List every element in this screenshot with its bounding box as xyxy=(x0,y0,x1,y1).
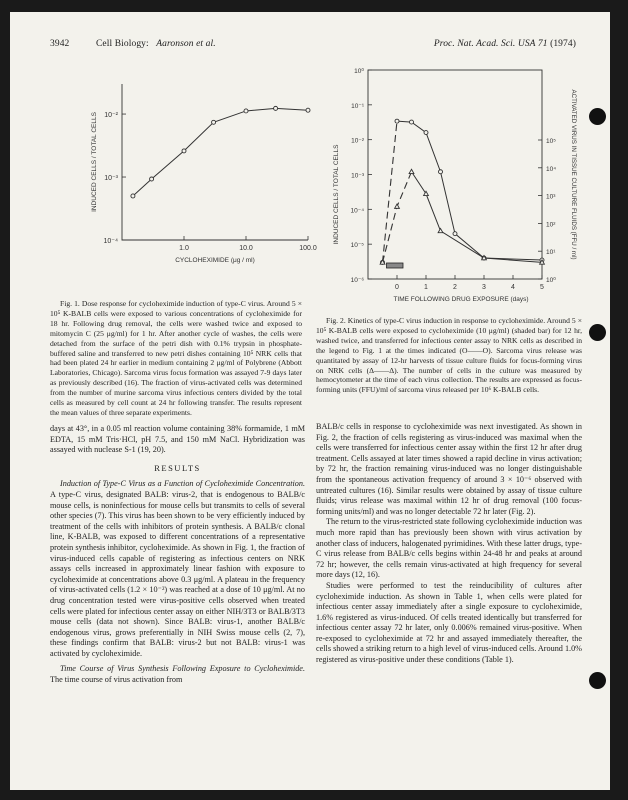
figure-1-chart xyxy=(70,74,320,296)
running-head xyxy=(96,39,216,49)
y-axis-label: INDUCED CELLS / TOTAL CELLS xyxy=(333,144,340,245)
punch-hole xyxy=(589,672,606,689)
data-point xyxy=(150,177,154,181)
x-tick-label: 1.0 xyxy=(179,245,189,252)
series-line xyxy=(397,121,542,260)
section-text: The time course of virus activation from xyxy=(50,675,183,685)
data-point xyxy=(453,232,457,236)
right-paragraph-1: BALB/c cells in response to cycloheximide was next investigated. As shown in Fig. 2, the fraction of cells registering as virus-induced was maximal when the cells were transferred for infectious center assay within the first 12 hr after drug treatment. Cells assayed at later times showed a rapid decline in virus activation; by 72 hr, the fraction remaining virus-induced was no longer distinguishable from the spontaneous activation frequency of around 3 × 10⁻⁶ observed with untreated cultures (16). Similar results were obtained by assay of tissue culture fluids; virus release was maximal within 12 hr of drug removal (100 focus-forming units/ml) and was no longer detectable 72 hr later (Fig. 2). xyxy=(316,422,582,516)
caption-label: Fig. 1. xyxy=(60,299,80,308)
data-point xyxy=(395,204,400,208)
x-tick-label: 100.0 xyxy=(299,245,317,252)
x-tick-label: 4 xyxy=(511,284,515,291)
journal-name: Proc. Nat. Acad. Sci. USA 71 xyxy=(433,39,548,49)
x-tick-label: 10.0 xyxy=(239,245,253,252)
x-tick-label: 1 xyxy=(424,284,428,291)
figure-1-caption xyxy=(50,299,302,418)
x-tick-label: 2 xyxy=(453,284,457,291)
results-paragraph-2 xyxy=(50,664,305,685)
drug-exposure-bar xyxy=(387,263,404,268)
caption-label: Fig. 2. xyxy=(326,316,346,325)
y-tick-label: 10⁻³ xyxy=(351,172,364,180)
y-tick-label: 10⁻² xyxy=(351,137,364,145)
data-point xyxy=(306,108,310,112)
figure-2-chart xyxy=(320,56,592,306)
section-title: Time Course of Virus Synthesis Following Exposure to Cycloheximide. xyxy=(60,664,305,674)
y2-tick-label: 10² xyxy=(546,221,556,229)
y2-tick-label: 10⁰ xyxy=(546,277,556,284)
section-text: A type-C virus, designated BALB: virus-2, that is endogenous to BALB/c mouse cells, is noninfectious for mouse cells but transmits to cells of several other species (7). This virus has been shown to be very efficiently induced by treatment of the cells with inhibitors of protein synthesis. A BALB/c clonal line, K-BALB, was exposed to different concentrations of a representative protein synthesis inhibitor, cycloheximide. As shown in Fig. 1, the fraction of virus-induced cells capable of registering as infectious centers on NRK assays cells increased in approximately linear fashion with exposure to cycloheximide at concentrations above 0.3 μg/ml. A plateau in the frequency of virus-activated cells (1.2 × 10⁻²) was reached at a dose of 10 μg/ml. At no drug concentration tested were virus-positive cells observed when treated cells were plated for infectious center assay on either NIH/3T3 or BALB/3T3 mouse cells (data not shown). Since BALB: virus-1, another BALB/c endogenous virus, grows preferentially in NIH Swiss mouse cells (2, 7), these findings confirm that BALB: virus-2 but not BALB: virus-1 was activated by cycloheximide. xyxy=(50,489,305,658)
x-tick-label: 3 xyxy=(482,284,486,291)
y-tick-label: 10⁻² xyxy=(104,112,118,120)
y-tick-label: 10⁻⁵ xyxy=(350,242,364,250)
y2-tick-label: 10¹ xyxy=(546,249,556,257)
right-paragraph-2: The return to the virus-restricted state following cycloheximide induction was much more rapid than has previously been shown with virus activation by another class of inducers, halogenated pyrimidines. With these latter drugs, type-C virus release from BALB/c cells begins within 24-48 hr and peaks at around 72 hr; however, the cells remain virus-activated at high frequency for several more days (12, 16). xyxy=(316,517,582,580)
data-point xyxy=(274,106,278,110)
series-line xyxy=(133,108,308,196)
journal-year: (1974) xyxy=(550,39,576,49)
x-axis-label: TIME FOLLOWING DRUG EXPOSURE (days) xyxy=(393,296,529,303)
y2-tick-label: 10⁴ xyxy=(546,165,557,173)
data-point xyxy=(439,170,443,174)
y-tick-label: 10⁰ xyxy=(354,68,364,75)
data-point xyxy=(244,109,248,113)
journal-section: Cell Biology: xyxy=(96,39,149,49)
data-point xyxy=(212,120,216,124)
section-title: Induction of Type-C Virus as a Function of Cycloheximide Concentration. xyxy=(60,479,305,489)
axis-frame xyxy=(122,84,308,240)
x-tick-label: 5 xyxy=(540,284,544,291)
y-tick-label: 10⁻⁴ xyxy=(103,238,118,245)
authors: Aaronson et al. xyxy=(156,39,216,49)
data-point xyxy=(395,119,399,123)
y-tick-label: 10⁻³ xyxy=(104,175,118,183)
data-point xyxy=(182,149,186,153)
x-tick-label: 0 xyxy=(395,284,399,291)
journal-reference xyxy=(434,39,576,49)
y2-tick-label: 10⁵ xyxy=(546,138,556,145)
data-point xyxy=(410,120,414,124)
page-number: 3942 xyxy=(50,39,70,49)
series-dashed-line xyxy=(383,121,398,262)
data-point xyxy=(380,260,385,264)
axis-frame xyxy=(368,70,542,279)
caption-text: Dose response for cycloheximide induction of type-C virus. Around 5 × 10⁵ K-BALB cells were exposed to various concentrations of cycloheximide for 18 hr. Following drug removal, the cells were washed twice and exposed to mitomycin C (25 μg/ml) for 1 hr. After another cycle of washes, the cells were detached from the surface of the petri dish with 0.1% trypsin in phosphate-buffered saline and transferred to new petri dishes containing 10⁵ NRK cells that had been plated 24 hr earlier in medium containing 2 μg/ml of Polybrene (Abbott Laboratories, Chicago). Sarcoma virus focus formation was assayed 7-9 days later as previously described (16). The fraction of virus-activated cells was determined from the number of murine sarcoma virus infectious centers divided by the total cells as measured by cell count at 24 hr following transfer. The results represent the mean values of three separate experiments. xyxy=(50,299,303,417)
figure-2-caption xyxy=(316,316,582,395)
punch-hole xyxy=(589,324,606,341)
y2-tick-label: 10³ xyxy=(546,193,556,201)
caption-text: Kinetics of type-C virus induction in response to cycloheximide. Around 5 × 10⁵ K-BALB cells were exposed to cycloheximide (10 μg/ml) (shaded bar) for 12 hr, washed twice, and transferred for infectious center assay to NRK cells as described in the legend to Fig. 1 at the times indicated (O——O). Sarcoma virus release was quantitated by assay of 12-hr harvests of tissue culture fluids for focus-forming virus on NRK cells (Δ——Δ). The number of cells in the culture was measured by hemocytometer at the time of each virus collection. The results are expressed as focus-forming units (FFU)/ml of sarcoma virus released per 10⁶ K-BALB cells. xyxy=(316,316,583,395)
left-column xyxy=(50,424,305,686)
x-axis-label: CYCLOHEXIMIDE (μg / ml) xyxy=(175,257,255,264)
y-tick-label: 10⁻⁶ xyxy=(350,277,364,284)
results-heading: RESULTS xyxy=(154,462,201,473)
data-point xyxy=(131,194,135,198)
journal-page xyxy=(10,12,610,790)
y-tick-label: 10⁻¹ xyxy=(351,102,364,110)
data-point xyxy=(438,228,443,232)
right-column xyxy=(316,422,582,666)
right-paragraph-3: Studies were performed to test the reinducibility of cultures after cycloheximide induction. As shown in Table 1, when cells were plated for infectious center assay immediately after a single exposure to cycloheximide, 1.6% registered as virus-induced. Of cells treated identically but transferred for infectious center assay 72 hr later, only 0.006% remained virus-positive. When re-exposed to cycloheximide at 72 hr and assayed immediately thereafter, the cells showed a striking return to a high level of virus-induced cells. Around 1.0% registered as virus-positive under these conditions (Table 1). xyxy=(316,580,582,665)
series-line xyxy=(412,172,543,263)
y-tick-label: 10⁻⁴ xyxy=(350,207,364,215)
data-point xyxy=(424,131,428,135)
y-axis-label: INDUCED CELLS / TOTAL CELLS xyxy=(91,112,98,212)
methods-paragraph: days at 43°, in a 0.05 ml reaction volume containing 38% formamide, 1 mM EDTA, 15 mM Tris·HCl, pH 7.5, and 150 mM NaCl. Hybridization was assayed with nuclease S-1 (19, 20). xyxy=(50,424,305,455)
results-paragraph-1 xyxy=(50,479,305,659)
y2-axis-label: ACTIVATED VIRUS IN TISSUE CULTURE FLUIDS (FFU / ml) xyxy=(570,89,577,260)
data-point xyxy=(409,169,414,173)
